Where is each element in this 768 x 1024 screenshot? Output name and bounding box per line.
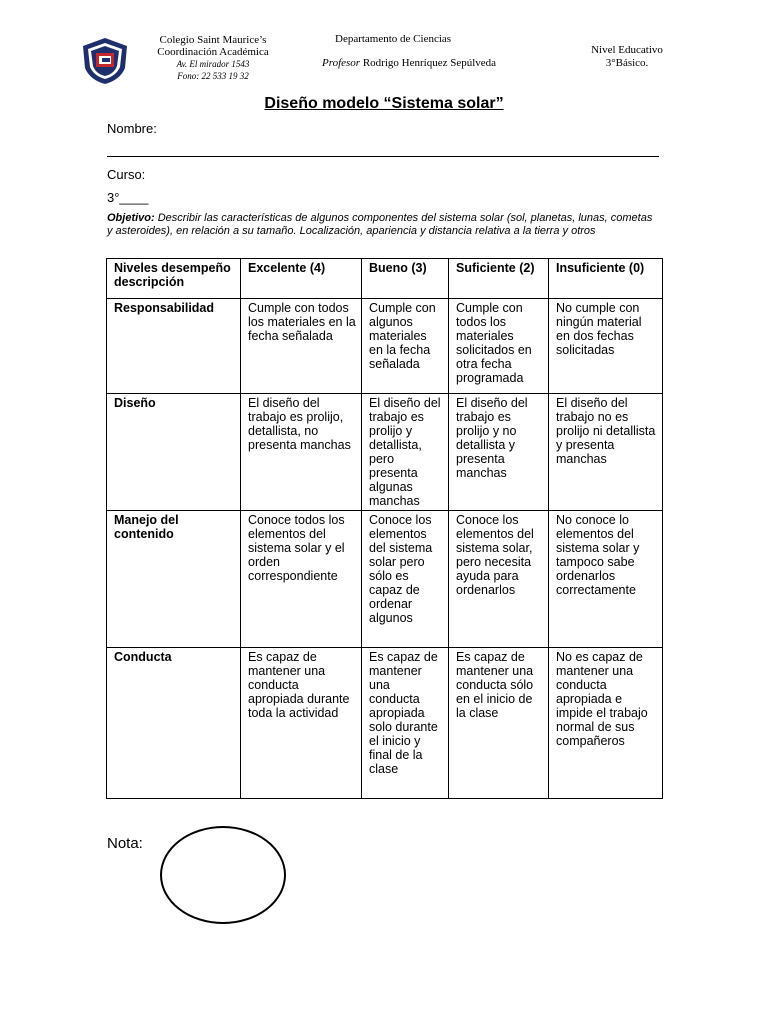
name-label: Nombre: <box>107 121 157 136</box>
rubric-cell: Es capaz de mantener una conducta apropiada solo durante el inicio y final de la clase <box>362 648 449 799</box>
table-row <box>107 648 663 799</box>
rubric-cell: El diseño del trabajo no es prolijo ni detallista y presenta manchas <box>549 394 663 511</box>
rubric-cell: Conoce todos los elementos del sistema solar y el orden correspondiente <box>241 511 362 648</box>
header-cell: Niveles desempeño descripción <box>107 259 241 299</box>
level-label: Nivel Educativo <box>591 44 663 56</box>
rubric-cell: Es capaz de mantener una conducta apropiada durante toda la actividad <box>241 648 362 799</box>
rubric-header-row <box>107 259 663 299</box>
criterion-cell: Diseño <box>107 394 241 511</box>
rubric-cell: El diseño del trabajo es prolijo y detallista, pero presenta algunas manchas <box>362 394 449 511</box>
header-cell: Insuficiente (0) <box>549 259 663 299</box>
rubric-cell: El diseño del trabajo es prolijo, detallista, no presenta manchas <box>241 394 362 511</box>
header-cell: Bueno (3) <box>362 259 449 299</box>
grade-circle[interactable] <box>160 826 286 924</box>
objective <box>107 212 660 238</box>
grade-label: Nota: <box>107 835 143 852</box>
level-info <box>572 44 682 70</box>
header-cell: Suficiente (2) <box>449 259 549 299</box>
school-coordination: Coordinación Académica <box>157 46 269 58</box>
table-row <box>107 511 663 648</box>
school-phone: Fono: 22 533 19 32 <box>177 71 249 81</box>
professor-label: Profesor <box>322 57 361 69</box>
table-row <box>107 299 663 394</box>
rubric-cell: No cumple con ningún material en dos fechas solicitadas <box>549 299 663 394</box>
professor-name: Rodrigo Henríquez Sepúlveda <box>362 57 497 69</box>
objective-text: Describir las características de algunos componentes del sistema solar (sol, planetas, lunas, cometas y asteroides), en relación a su tamaño. Localización, apariencia y distancia relativa a la tierra y otros <box>107 212 653 237</box>
school-address: Av. El mirador 1543 <box>176 59 250 69</box>
rubric-cell: Conoce los elementos del sistema solar pero sólo es capaz de ordenar algunos <box>362 511 449 648</box>
criterion-cell: Conducta <box>107 648 241 799</box>
course-label: Curso: <box>107 167 146 182</box>
school-name: Colegio Saint Maurice’s <box>159 34 267 46</box>
rubric-cell: Cumple con todos los materiales solicitados en otra fecha programada <box>449 299 549 394</box>
rubric-cell: Es capaz de mantener una conducta sólo en el inicio de la clase <box>449 648 549 799</box>
table-row <box>107 394 663 511</box>
rubric-cell: No conoce lo elementos del sistema solar y tampoco sabe ordenarlos correctamente <box>549 511 663 648</box>
objective-label: Objetivo: <box>107 212 155 224</box>
level-value: 3°Básico. <box>605 57 649 69</box>
name-line[interactable] <box>107 156 659 157</box>
school-info <box>138 34 288 82</box>
rubric-cell: Conoce los elementos del sistema solar, pero necesita ayuda para ordenarlos <box>449 511 549 648</box>
professor-line <box>322 57 496 69</box>
department: Departamento de Ciencias <box>335 33 452 45</box>
grade-field[interactable]: 3°____ <box>107 190 149 205</box>
rubric-cell: El diseño del trabajo es prolijo y no detallista y presenta manchas <box>449 394 549 511</box>
criterion-cell: Responsabilidad <box>107 299 241 394</box>
rubric-cell: No es capaz de mantener una conducta apropiada e impide el trabajo normal de sus compañeros <box>549 648 663 799</box>
header-cell: Excelente (4) <box>241 259 362 299</box>
criterion-cell: Manejo del contenido <box>107 511 241 648</box>
rubric-cell: Cumple con todos los materiales en la fecha señalada <box>241 299 362 394</box>
page-title: Diseño modelo “Sistema solar” <box>264 95 504 112</box>
rubric-cell: Cumple con algunos materiales en la fecha señalada <box>362 299 449 394</box>
rubric-table <box>106 258 663 799</box>
school-crest-logo <box>80 36 130 86</box>
